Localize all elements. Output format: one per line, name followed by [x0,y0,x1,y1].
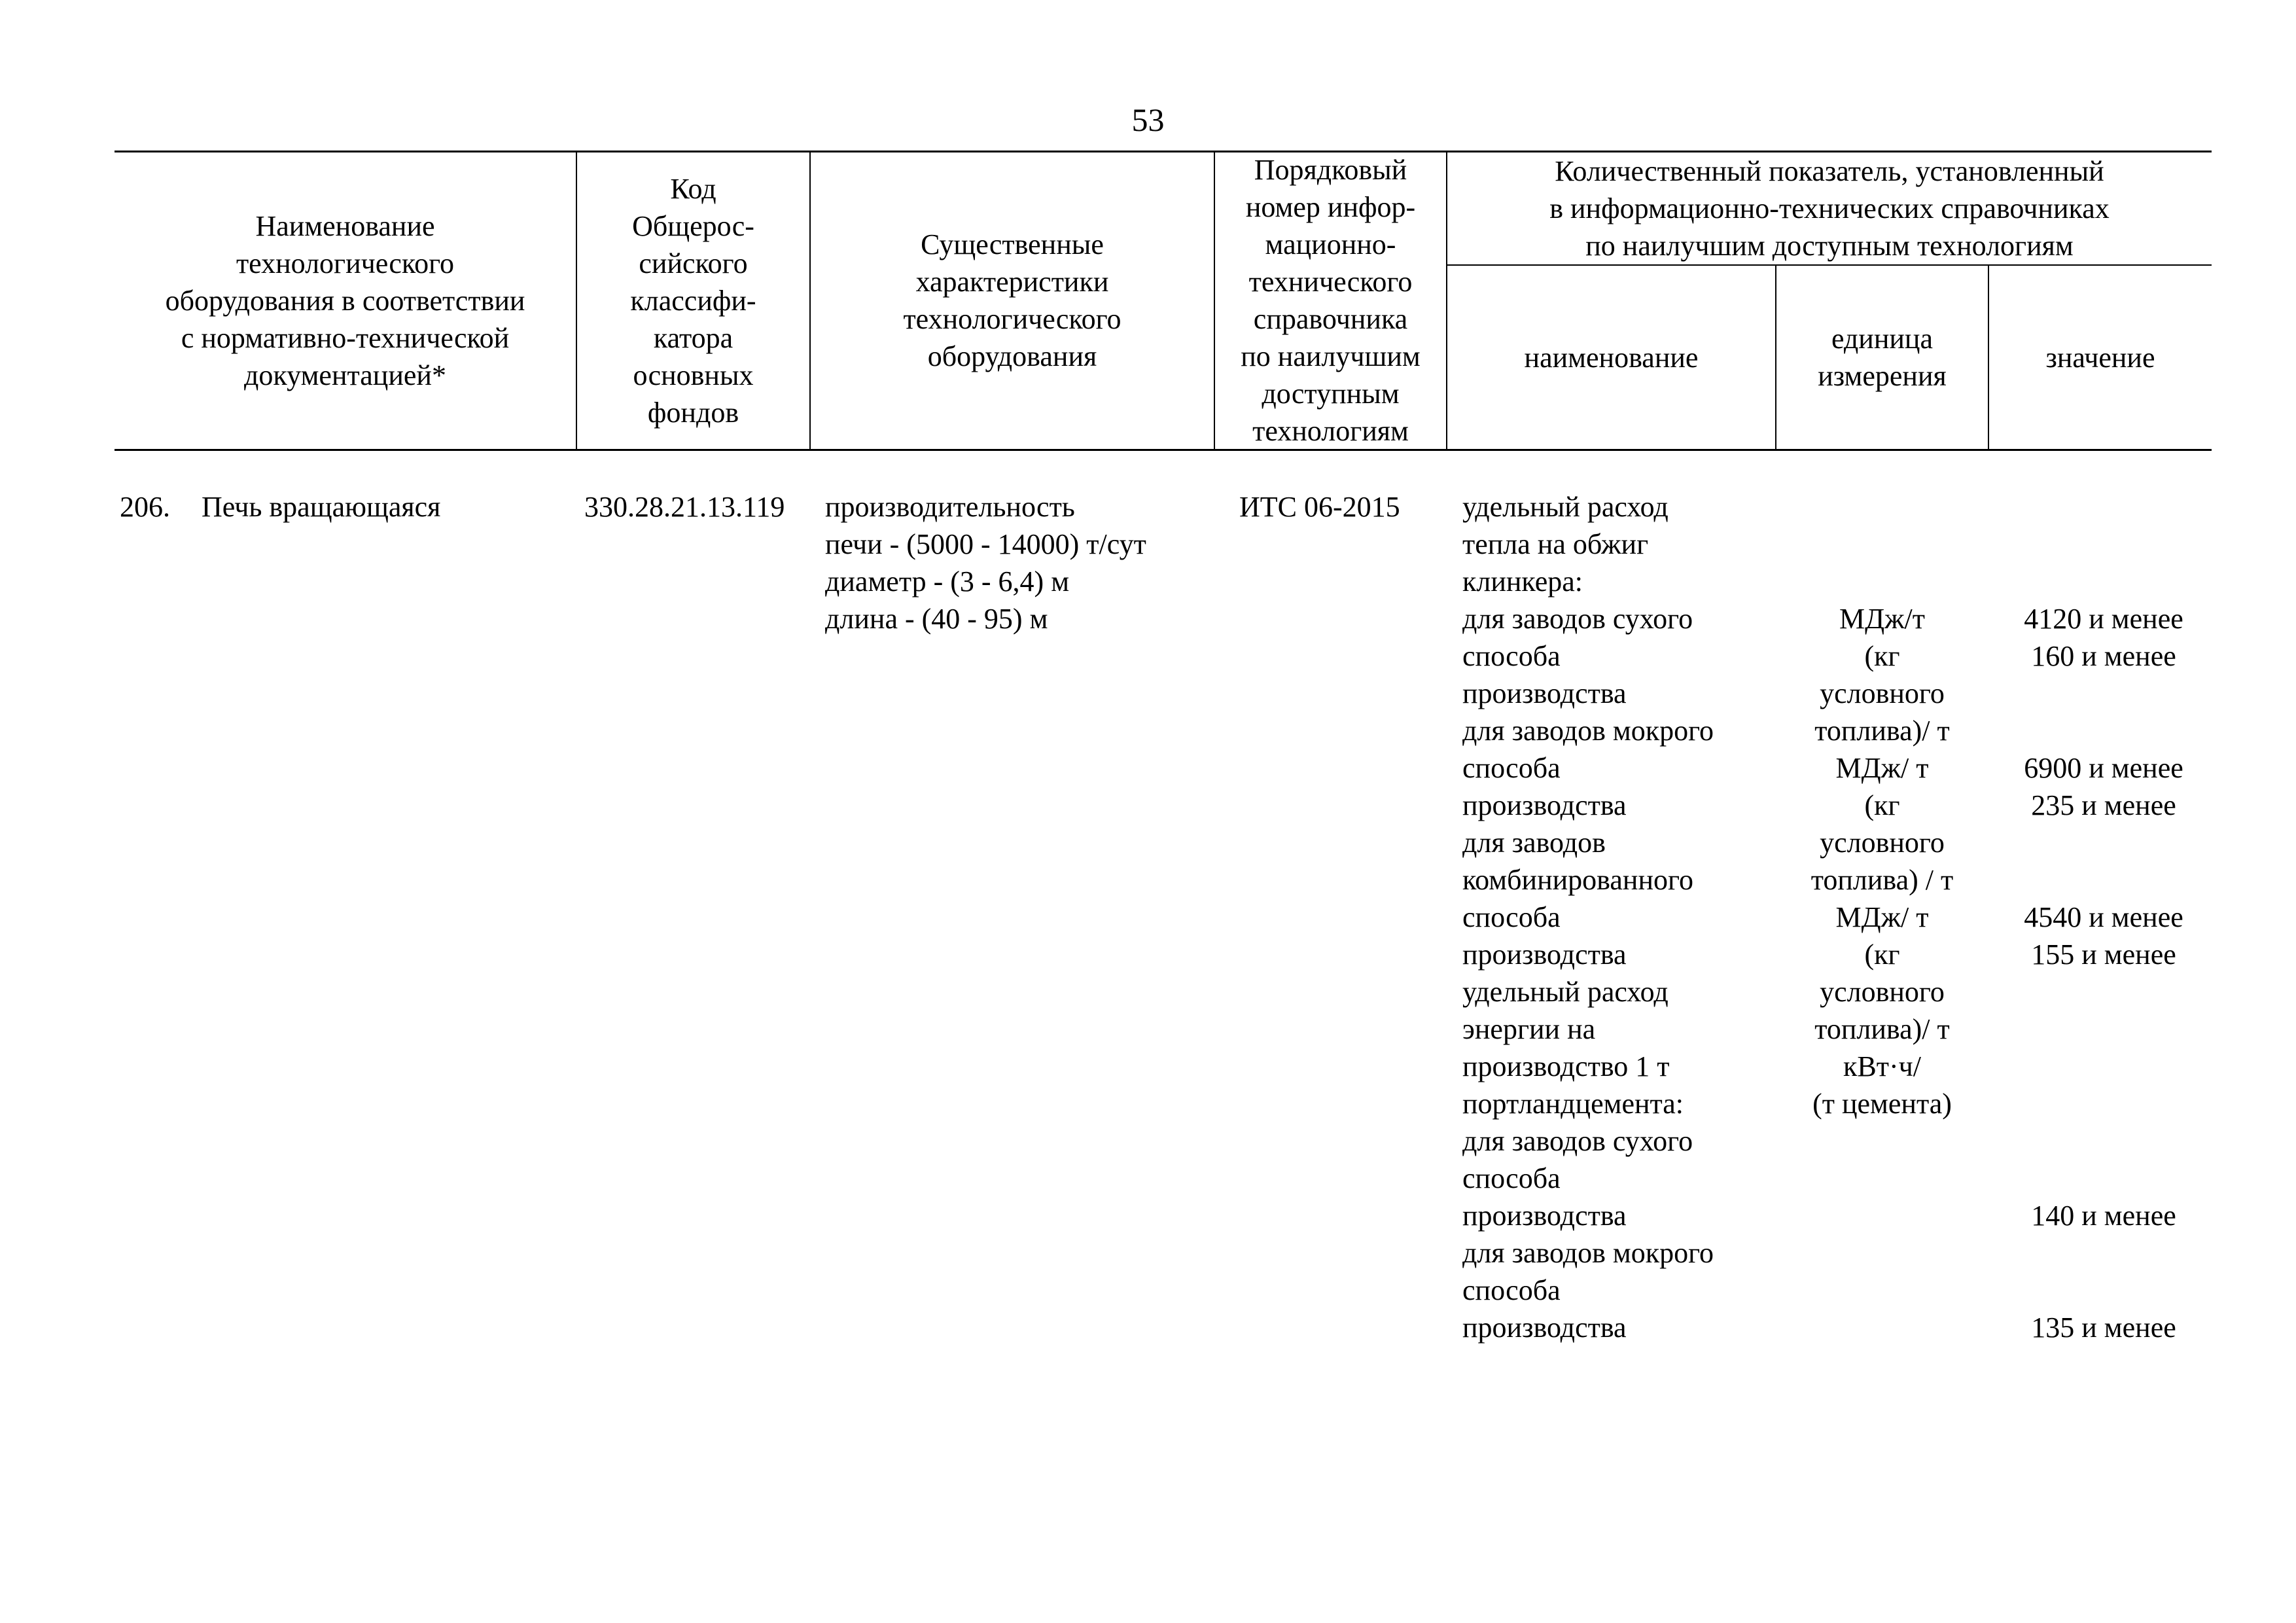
row-number: 206. [120,491,170,523]
header-equipment-name-text: Наименование технологического оборудования в соответствии с нормативно-технической документацией* [165,209,525,391]
indicator-names: удельный расход тепла на обжиг клинкера: для заводов сухого способа производства для заводов мокрого способа производства для заводов комбинированного способа производства удельный расход энергии на производство 1 т портландцемента: для заводов сухого способа производства для заводов мокрого способа производства [1462,491,1714,1344]
its-number: ИТС 06-2015 [1239,491,1400,523]
okof-code: 330.28.21.13.119 [584,491,785,523]
indicator-values-dry: 4120 и менее 160 и менее [2024,603,2183,672]
indicator-values-combined: 4540 и менее 155 и менее [2024,901,2183,971]
header-its-number-text: Порядковый номер инфор- мационно- технического справочника по наилучшим доступным технологиям [1241,154,1421,447]
header-indicator-unit-text: единица измерения [1818,323,1947,392]
characteristics-line-1: производительность [825,491,1075,523]
header-okof-code [577,152,809,449]
header-bottom-border [115,449,2212,451]
header-indicator-group-text: Количественный показатель, установленный в информационно-технических справочниках по наилучшим доступным технологиям [1549,154,2110,262]
equipment-name: Печь вращающаяся [202,491,441,523]
header-indicator-name-text: наименование [1524,341,1699,374]
header-indicator-value-text: значение [2045,341,2155,374]
energy-values-wet: 135 и менее [2031,1311,2176,1344]
indicator-values-wet: 6900 и менее 235 и менее [2024,752,2183,821]
header-indicator-group [1447,152,2212,264]
header-indicator-name [1447,266,1775,449]
header-characteristics [811,152,1214,449]
header-indicator-unit [1776,266,1988,449]
energy-values-dry: 140 и менее [2031,1200,2176,1232]
header-indicator-value [1989,266,2212,449]
page-number: 53 [1131,101,1165,138]
header-equipment-name [115,152,576,449]
header-its-number [1215,152,1446,449]
header-characteristics-text: Существенные характеристики технологического оборудования [903,228,1122,372]
header-okof-code-text: Код Общерос- сийского классифи- катора основных фондов [630,172,756,429]
characteristics-details: печи - (5000 - 14000) т/сут диаметр - (3 - 6,4) м длина - (40 - 95) м [825,528,1146,635]
indicator-units: МДж/т (кг условного топлива)/ т МДж/ т (кг условного топлива) / т МДж/ т (кг условного топлива)/ т кВт·ч/ (т цемента) [1810,603,1954,1120]
